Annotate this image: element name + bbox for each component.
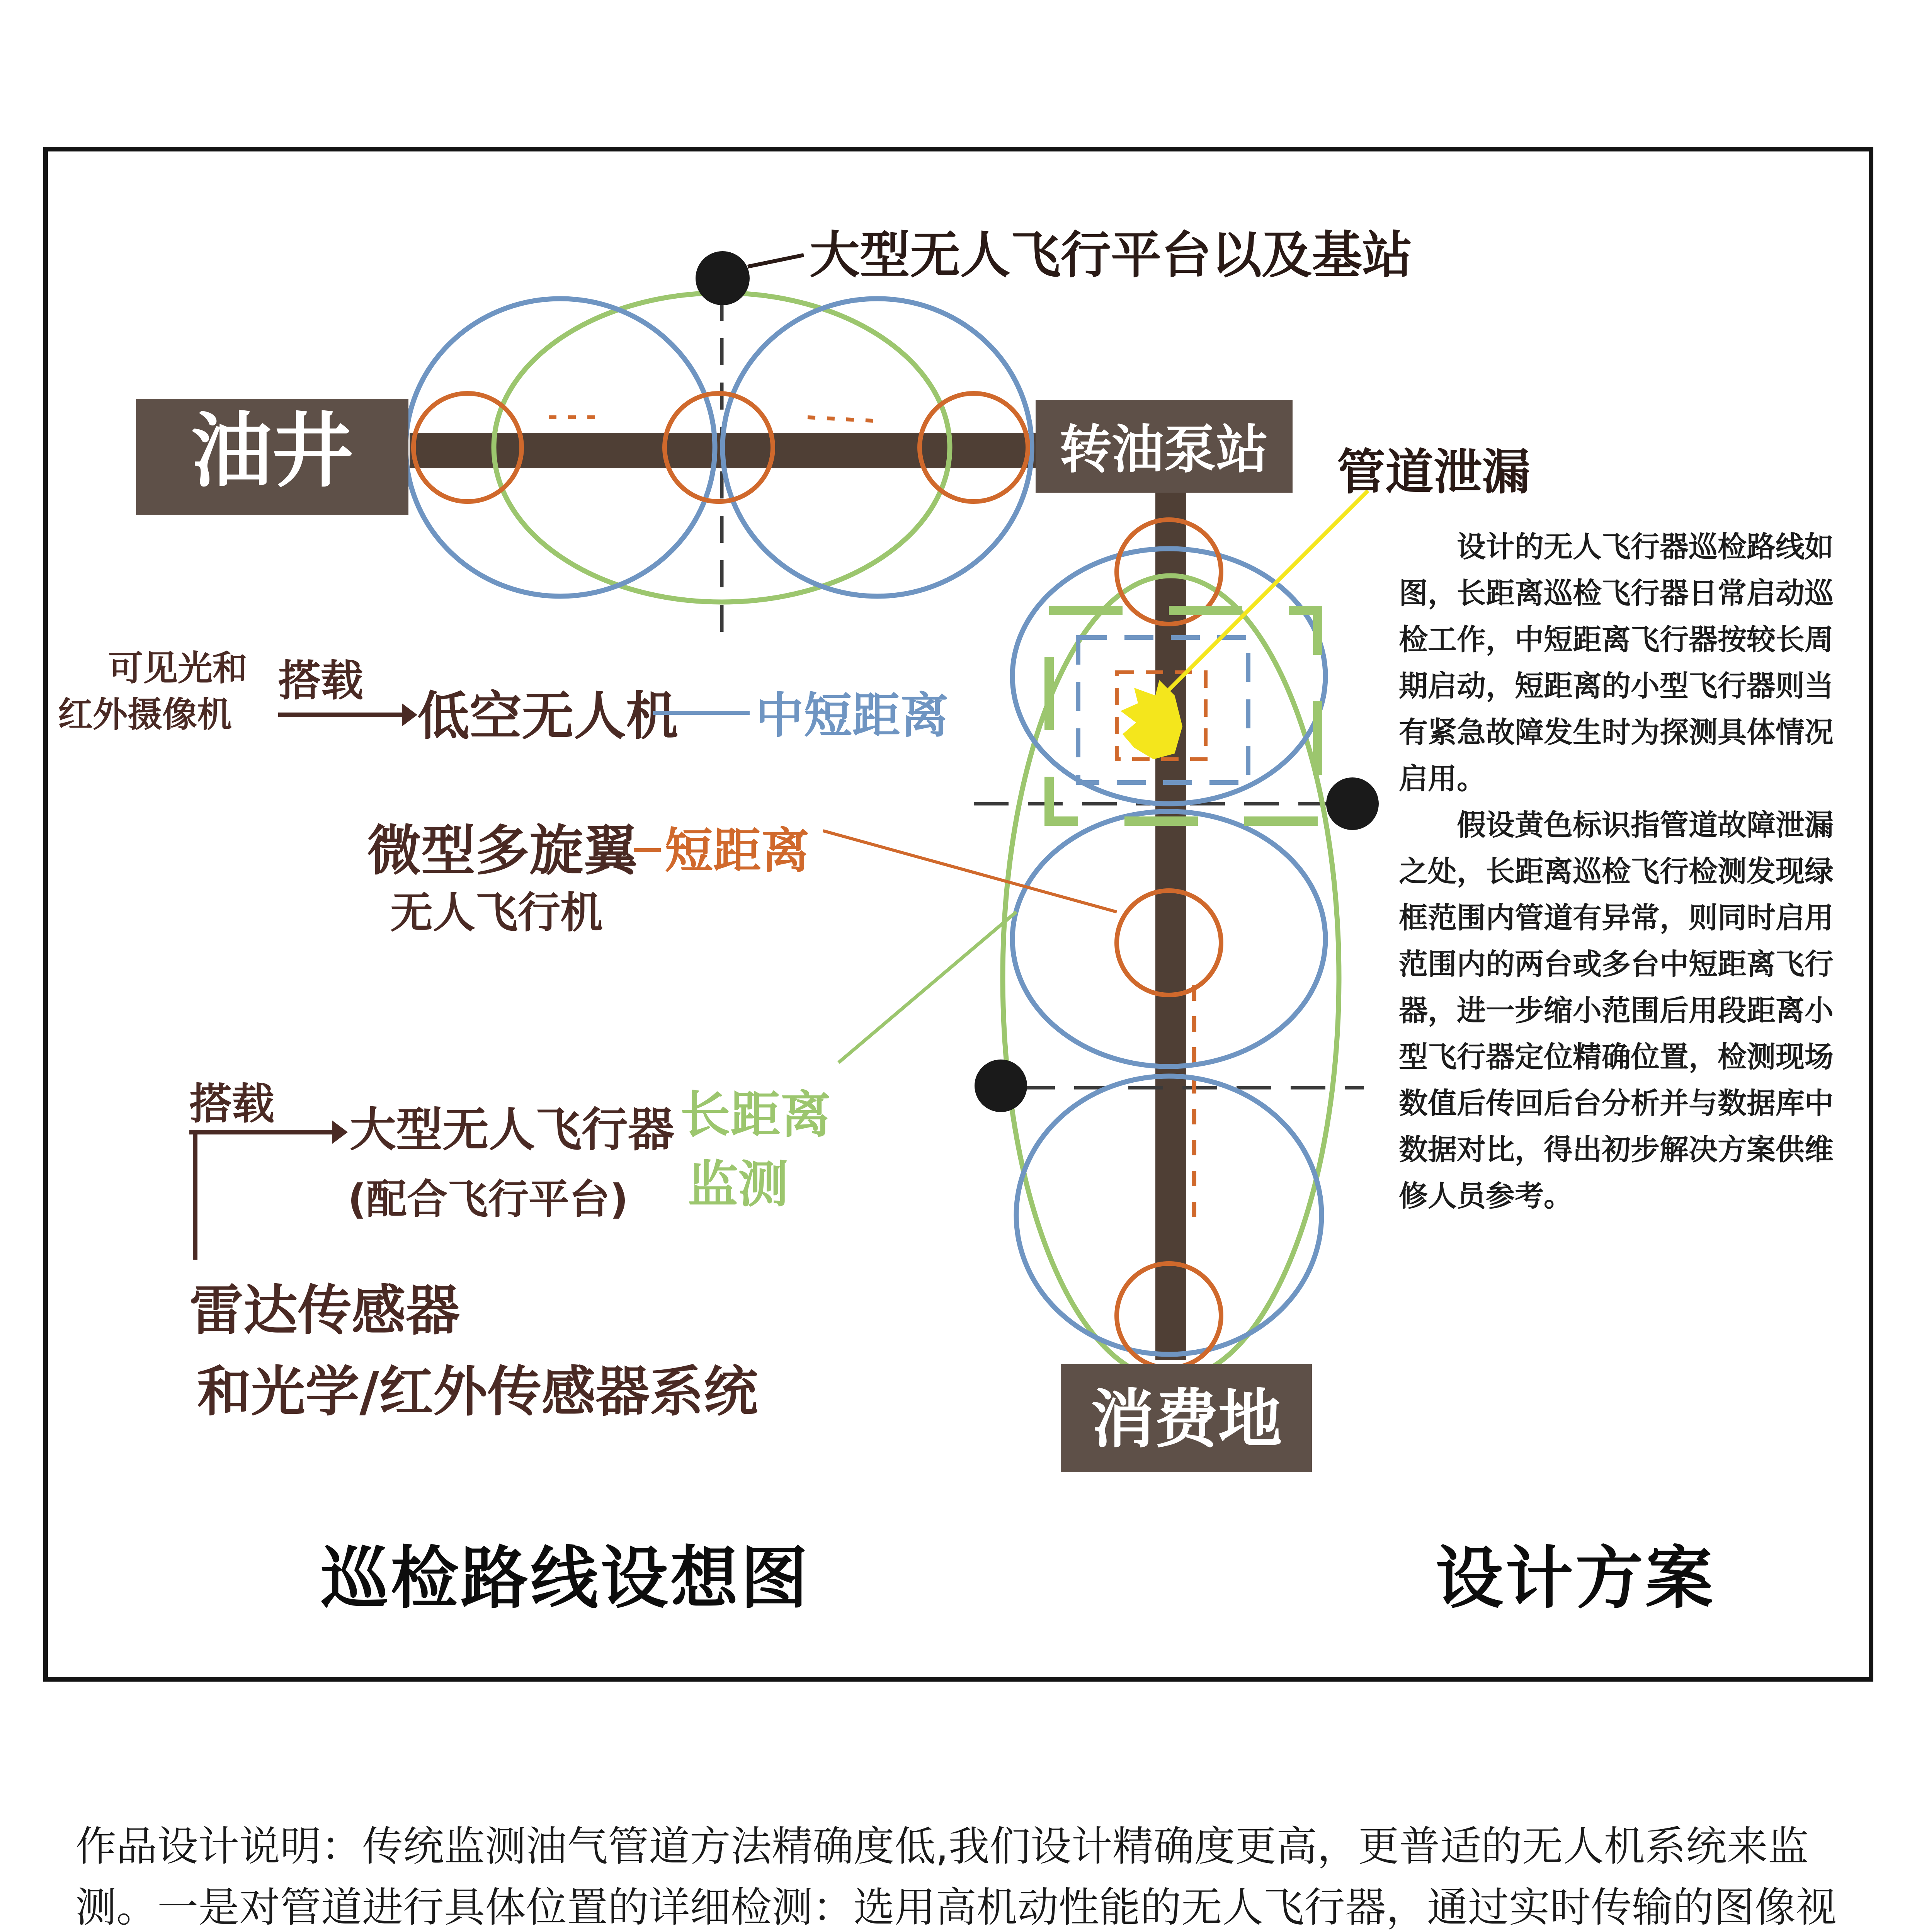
oil-well-label: 油井 <box>191 404 354 498</box>
radar-label-line1: 雷达传感器 <box>189 1279 460 1342</box>
route-caption: 巡检路线设想图 <box>321 1539 810 1618</box>
long-range-leader <box>839 912 1016 1063</box>
long-range-label-line2: 监测 <box>688 1155 789 1214</box>
with-platform-label: (配合飞行平台) <box>348 1176 628 1223</box>
micro-rotor-label-line2: 无人飞行机 <box>390 888 603 937</box>
leak-pointer-line <box>1167 491 1368 692</box>
base-station-dot-left <box>975 1060 1027 1112</box>
base-station-leader <box>748 255 804 267</box>
camera-label-line2: 红外摄像机 <box>58 694 232 735</box>
base-station-dot-right <box>1326 777 1379 830</box>
short-range-label: 短距离 <box>665 823 810 879</box>
leak-label: 管道泄漏 <box>1337 444 1530 500</box>
plan-caption: 设计方案 <box>1436 1539 1715 1618</box>
design-paragraph-2: 假设黄色标识指管道故障泄漏之处，长距离巡检飞行检测发现绿框范围内管道有异常，则同时启用范围内的两台或多台中短距离飞行器，进一步缩小范围后用段距离小型飞行器定位精确位置，检测现场数值后传回后台分析并与数据库中数据对比，得出初步解决方案供维修人员参考。 <box>1399 808 1834 1213</box>
base-station-label: 大型无人飞行平台以及基站 <box>810 226 1413 284</box>
carry-arrowhead-2 <box>332 1121 348 1144</box>
mid-short-range-label: 中短距离 <box>755 688 949 744</box>
carry-label-2: 搭载 <box>189 1079 274 1129</box>
long-range-label-line1: 长距离 <box>680 1085 831 1144</box>
dash-marks-2 <box>808 417 881 421</box>
consumer-label: 消费地 <box>1090 1382 1282 1456</box>
pump-station-label: 转油泵站 <box>1060 419 1268 480</box>
radar-label-line2: 和光学/红外传感器系统 <box>197 1361 758 1423</box>
low-altitude-uav-label: 低空无人机 <box>417 686 678 747</box>
work-description: 作品设计说明：传统监测油气管道方法精确度低,我们设计精确度更高，更普适的无人机系统来监测。一是对管道进行具体位置的详细检测：选用高机动性能的无人飞行器，通过实时传输的图像视 <box>75 1823 1837 1931</box>
camera-label-line1: 可见光和 <box>108 648 247 689</box>
micro-rotor-label-line1: 微型多旋翼 <box>367 820 638 883</box>
base-station-dot-top <box>696 251 750 305</box>
carry-arrowhead-1 <box>402 703 417 726</box>
carry-label-1: 搭载 <box>278 656 363 706</box>
design-paragraph-1: 设计的无人飞行器巡检路线如图，长距离巡检飞行器日常启动巡检工作，中短距离飞行器按较长周期启动，短距离的小型飞行器则当有紧急故障发生时为探测具体情况启用。 <box>1399 530 1834 796</box>
short-range-leader <box>823 831 1117 912</box>
design-explanation <box>1399 524 1835 1219</box>
large-uav-label: 大型无人飞行器 <box>350 1103 674 1157</box>
